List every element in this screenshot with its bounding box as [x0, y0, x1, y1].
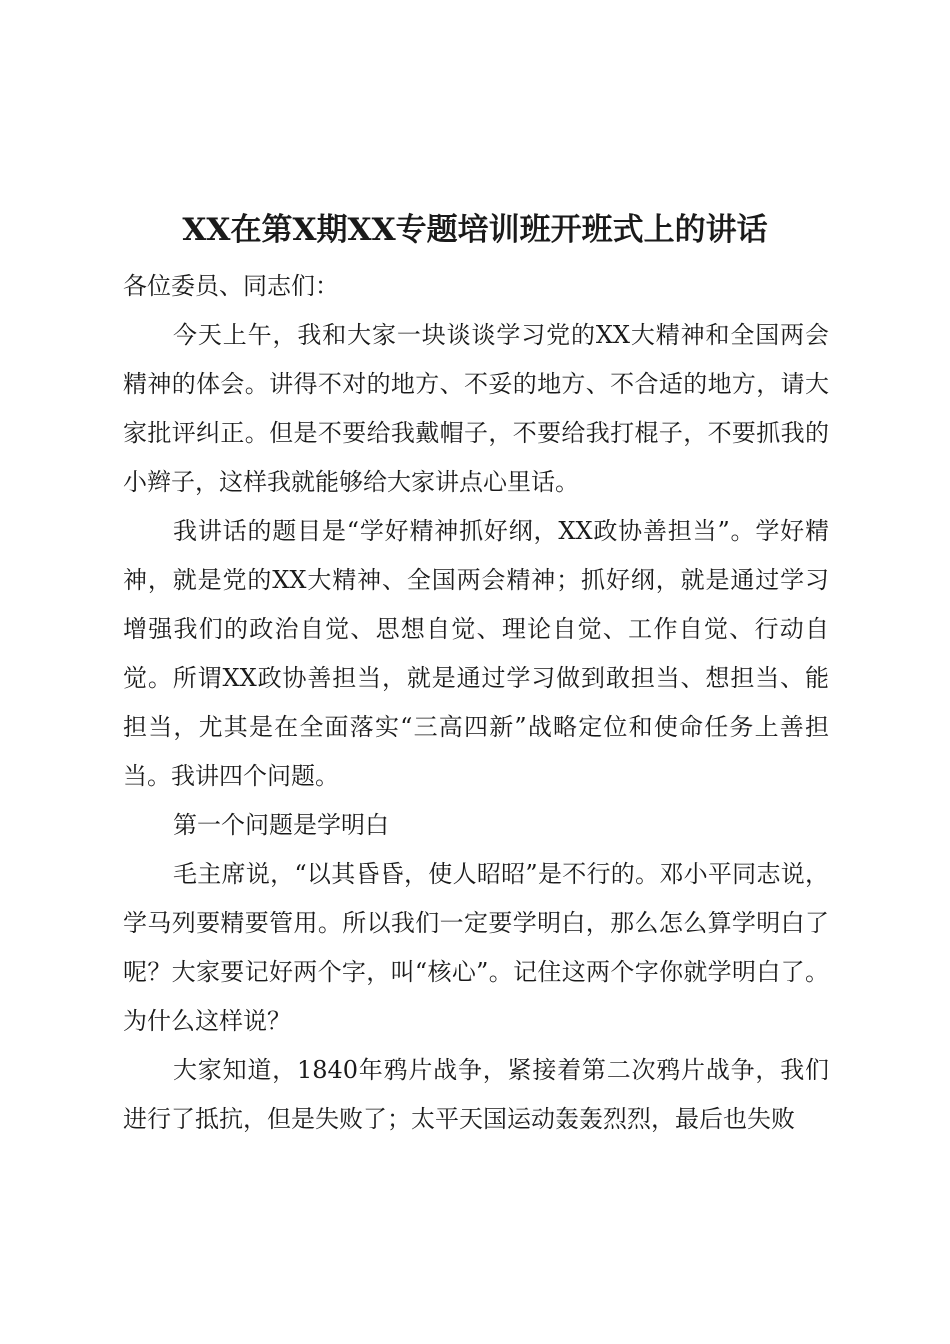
paragraph: 大家知道，1840年鸦片战争，紧接着第二次鸦片战争，我们进行了抵抗，但是失败了；太平天国运动轰轰烈烈，最后也失败: [123, 1056, 829, 1133]
section-heading: 第一个问题是学明白: [173, 811, 389, 839]
paragraph: 我讲话的题目是“学好精神抓好纲，XX政协善担当”。学好精神，就是党的XX大精神、全国两会精神；抓好纲，就是通过学习增强我们的政治自觉、思想自觉、理论自觉、工作自觉、行动自觉。所谓XX政协善担当，就是通过学习做到敢担当、想担当、能担当，尤其是在全面落实“三高四新”战略定位和使命任务上善担当。我讲四个问题。: [123, 517, 829, 790]
document-title: XX在第X期XX专题培训班开班式上的讲话: [182, 212, 768, 248]
paragraph: 毛主席说，“以其昏昏，使人昭昭”是不行的。邓小平同志说，学马列要精要管用。所以我们一定要学明白，那么怎么算学明白了呢？大家要记好两个字，叫“核心”。记住这两个字你就学明白了。为什么这样说？: [123, 860, 829, 1035]
salutation: 各位委员、同志们：: [123, 272, 339, 300]
paragraph: 今天上午，我和大家一块谈谈学习党的XX大精神和全国两会精神的体会。讲得不对的地方、不妥的地方、不合适的地方，请大家批评纠正。但是不要给我戴帽子，不要给我打棍子，不要抓我的小辫子，这样我就能够给大家讲点心里话。: [123, 321, 829, 496]
document-body: [123, 262, 829, 1144]
